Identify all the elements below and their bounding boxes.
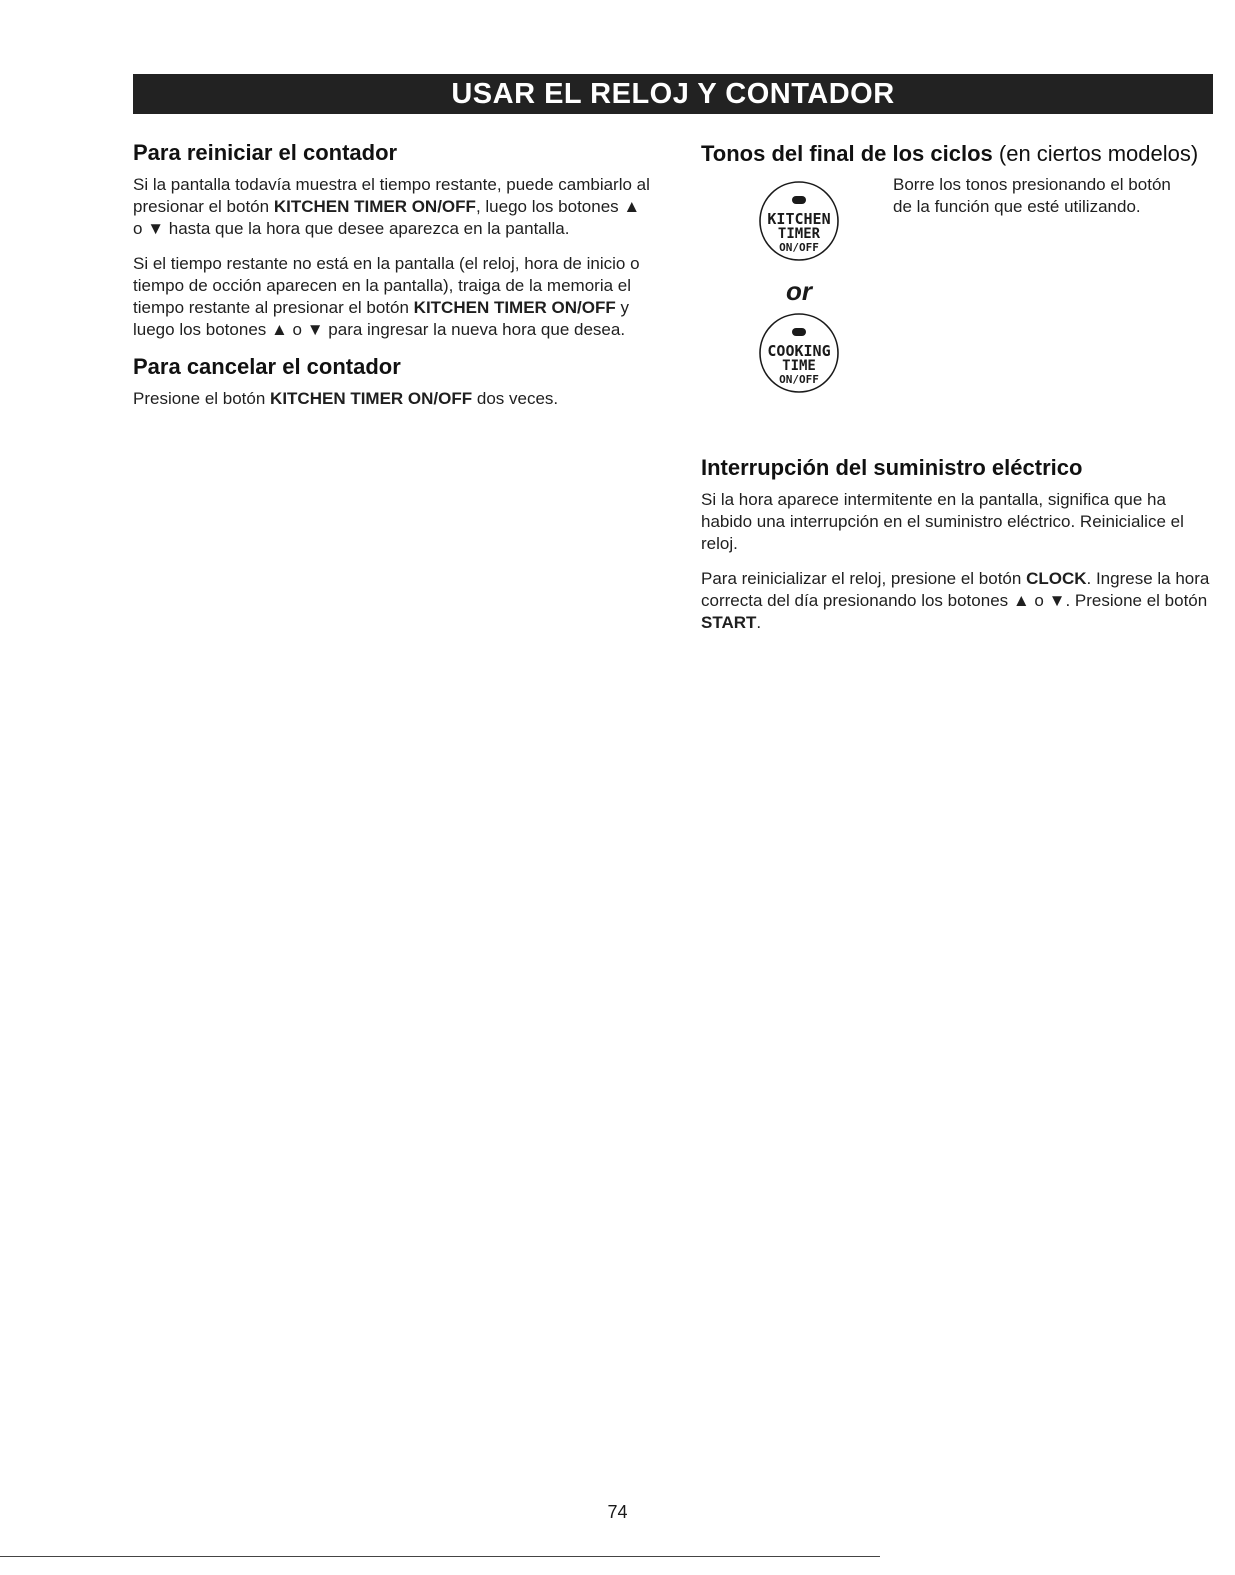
cancelar-paragraph: Presione el botón KITCHEN TIMER ON/OFF dos veces. (133, 389, 559, 408)
cooking-time-button-icon (758, 300, 840, 400)
section-banner (133, 74, 1213, 114)
left-column (133, 140, 653, 423)
reiniciar-paragraph-1: Si la pantalla todavía muestra el tiempo restante, puede cambiarlo al presionar el botón KITCHEN TIMER ON/OFF, luego los botones ▲ o ▼ hasta que la hora que desee aparezca en la pantalla. (133, 175, 650, 238)
down-arrow-icon: ▼ (147, 219, 165, 238)
bottom-rule (0, 1556, 880, 1557)
up-arrow-icon: ▲ (623, 197, 641, 216)
svg-text:ON/OFF: ON/OFF (779, 373, 819, 386)
kitchen-timer-label: KITCHEN TIMER ON/OFF (273, 197, 476, 216)
kitchen-timer-label: KITCHEN TIMER ON/OFF (413, 298, 616, 317)
svg-text:KITCHEN: KITCHEN (767, 210, 831, 228)
up-arrow-icon: ▲ (1012, 591, 1030, 610)
reiniciar-heading: Para reiniciar el contador (133, 140, 398, 165)
svg-text:COOKING: COOKING (767, 342, 831, 360)
up-arrow-icon: ▲ (271, 320, 288, 339)
tonos-heading: Tonos del final de los ciclos (en ciertos modelos) (701, 141, 1199, 166)
start-label: START (701, 613, 757, 632)
interrupcion-heading: Interrupción del suministro eléctrico (701, 455, 1083, 480)
svg-text:TIME: TIME (782, 358, 816, 374)
svg-text:TIMER: TIMER (777, 226, 821, 242)
down-arrow-icon: ▼ (306, 320, 324, 339)
right-column (701, 455, 1221, 647)
clock-label: CLOCK (1026, 569, 1087, 588)
interrupcion-paragraph-1: Si la hora aparece intermitente en la pantalla, significa que ha habido una interrupción en el suministro eléctrico. Reinicialice el reloj. (701, 490, 1184, 553)
or-label: or (786, 276, 812, 306)
section-title: USAR EL RELOJ Y CONTADOR (451, 77, 895, 110)
down-arrow-icon: ▼ (1048, 591, 1066, 610)
reiniciar-paragraph-2: Si el tiempo restante no está en la pantalla (el reloj, hora de inicio o tiempo de occión aparecen en la pantalla), traiga de la memoria el tiempo restante al presionar el botón KITCHEN TIMER ON/OFF y luego los botones ▲ o ▼ para ingresar la nueva hora que desea. (133, 254, 640, 339)
tonos-text: Borre los tonos presionando el botón de la función que esté utilizando. (893, 175, 1171, 216)
cancelar-heading: Para cancelar el contador (133, 354, 401, 379)
svg-text:ON/OFF: ON/OFF (779, 241, 819, 254)
kitchen-timer-label: KITCHEN TIMER ON/OFF (270, 389, 473, 408)
kitchen-timer-button-icon (758, 168, 840, 268)
interrupcion-paragraph-2: Para reinicializar el reloj, presione el botón CLOCK. Ingrese la hora correcta del día presionando los botones ▲ o ▼. Presione el botón START. (701, 569, 1210, 632)
page-number: 74 (607, 1502, 628, 1522)
